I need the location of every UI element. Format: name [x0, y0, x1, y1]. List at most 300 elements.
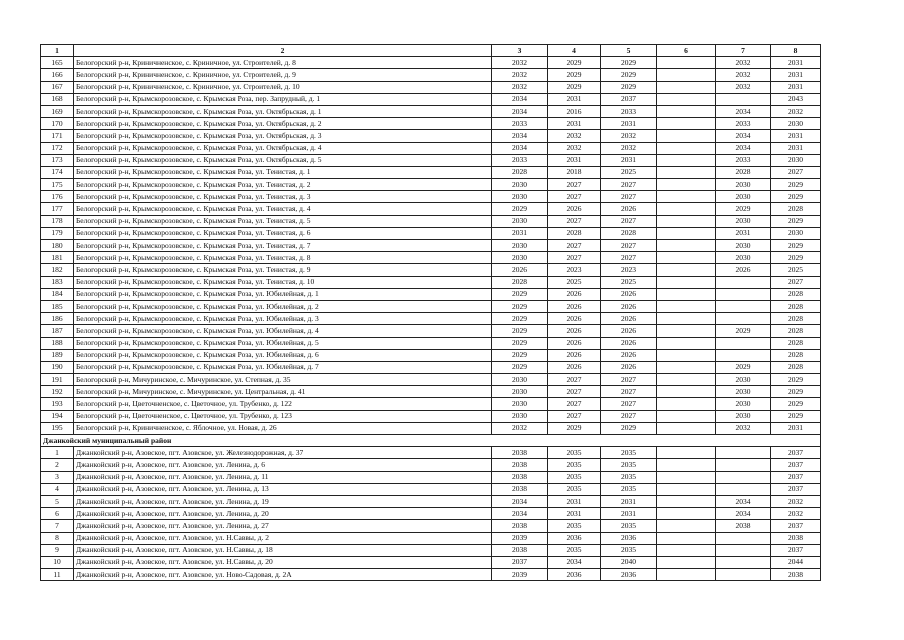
year-cell: 2027 — [548, 398, 601, 410]
year-cell: 2031 — [548, 495, 601, 507]
year-cell: 2029 — [771, 252, 821, 264]
year-cell: 2030 — [492, 179, 548, 191]
year-cell: 2029 — [548, 422, 601, 434]
year-cell — [657, 130, 716, 142]
year-cell: 2037 — [771, 544, 821, 556]
year-cell: 2027 — [601, 410, 657, 422]
header-cell: 5 — [601, 45, 657, 57]
year-cell: 2038 — [492, 459, 548, 471]
year-cell: 2028 — [716, 166, 771, 178]
table-row — [41, 544, 821, 556]
year-cell: 2025 — [601, 166, 657, 178]
year-cell: 2029 — [716, 203, 771, 215]
year-cell: 2027 — [548, 374, 601, 386]
year-cell: 2030 — [492, 215, 548, 227]
year-cell: 2035 — [601, 447, 657, 459]
year-cell: 2032 — [492, 57, 548, 69]
year-cell: 2037 — [771, 447, 821, 459]
row-number-cell: 191 — [41, 374, 74, 386]
table-row — [41, 325, 821, 337]
address-cell: Джанкойский р-н, Азовское, пгт. Азовское, ул. Н.Саввы, д. 18 — [74, 544, 492, 556]
year-cell: 2026 — [601, 288, 657, 300]
row-number-cell: 190 — [41, 361, 74, 373]
year-cell: 2029 — [601, 81, 657, 93]
year-cell: 2026 — [601, 325, 657, 337]
year-cell — [657, 288, 716, 300]
address-cell: Белогорский р-н, Крымскорозовское, с. Крымская Роза, ул. Юбилейная, д. 3 — [74, 313, 492, 325]
year-cell: 2031 — [716, 227, 771, 239]
year-cell: 2035 — [601, 459, 657, 471]
table-row — [41, 179, 821, 191]
year-cell: 2032 — [716, 57, 771, 69]
year-cell: 2034 — [716, 495, 771, 507]
address-cell: Белогорский р-н, Криничненское, с. Яблочное, ул. Новая, д. 26 — [74, 422, 492, 434]
table-row — [41, 508, 821, 520]
year-cell: 2027 — [601, 252, 657, 264]
row-number-cell: 179 — [41, 227, 74, 239]
address-cell: Белогорский р-н, Крымскорозовское, с. Крымская Роза, ул. Октябрьская, д. 3 — [74, 130, 492, 142]
year-cell — [657, 325, 716, 337]
year-cell: 2029 — [548, 69, 601, 81]
year-cell: 2034 — [716, 142, 771, 154]
table-row — [41, 118, 821, 130]
year-cell: 2027 — [601, 374, 657, 386]
row-number-cell: 187 — [41, 325, 74, 337]
year-cell: 2018 — [548, 166, 601, 178]
row-number-cell: 3 — [41, 471, 74, 483]
year-cell: 2030 — [716, 240, 771, 252]
year-cell: 2029 — [771, 386, 821, 398]
table-row — [41, 422, 821, 434]
year-cell: 2031 — [548, 93, 601, 105]
year-cell: 2029 — [492, 361, 548, 373]
year-cell: 2027 — [548, 240, 601, 252]
year-cell — [657, 410, 716, 422]
address-cell: Белогорский р-н, Крымскорозовское, с. Крымская Роза, ул. Тенистая, д. 8 — [74, 252, 492, 264]
year-cell: 2031 — [771, 142, 821, 154]
year-cell: 2038 — [492, 483, 548, 495]
row-number-cell: 183 — [41, 276, 74, 288]
address-cell: Джанкойский р-н, Азовское, пгт. Азовское, ул. Ленина, д. 20 — [74, 508, 492, 520]
year-cell: 2030 — [716, 191, 771, 203]
address-cell: Белогорский р-н, Крымскорозовское, с. Крымская Роза, ул. Юбилейная, д. 4 — [74, 325, 492, 337]
year-cell: 2028 — [771, 361, 821, 373]
year-cell: 2029 — [771, 215, 821, 227]
year-cell — [657, 495, 716, 507]
year-cell: 2027 — [548, 191, 601, 203]
year-cell: 2030 — [771, 118, 821, 130]
year-cell: 2031 — [771, 57, 821, 69]
address-cell: Белогорский р-н, Крымскорозовское, с. Крымская Роза, ул. Октябрьская, д. 1 — [74, 105, 492, 117]
table-row — [41, 483, 821, 495]
year-cell: 2036 — [601, 569, 657, 581]
address-cell: Белогорский р-н, Криничненское, с. Криничное, ул. Строителей, д. 8 — [74, 57, 492, 69]
year-cell: 2030 — [716, 386, 771, 398]
year-cell: 2029 — [492, 300, 548, 312]
year-cell: 2030 — [716, 410, 771, 422]
year-cell: 2026 — [548, 313, 601, 325]
row-number-cell: 168 — [41, 93, 74, 105]
row-number-cell: 177 — [41, 203, 74, 215]
address-cell: Белогорский р-н, Криничненское, с. Криничное, ул. Строителей, д. 9 — [74, 69, 492, 81]
year-cell — [716, 459, 771, 471]
year-cell: 2031 — [548, 118, 601, 130]
year-cell — [657, 276, 716, 288]
year-cell: 2026 — [601, 300, 657, 312]
table-row — [41, 361, 821, 373]
year-cell: 2026 — [601, 349, 657, 361]
table-row — [41, 349, 821, 361]
year-cell: 2029 — [492, 337, 548, 349]
year-cell: 2036 — [601, 532, 657, 544]
year-cell: 2030 — [716, 374, 771, 386]
year-cell: 2031 — [548, 508, 601, 520]
address-cell: Белогорский р-н, Крымскорозовское, с. Крымская Роза, ул. Юбилейная, д. 2 — [74, 300, 492, 312]
table-row — [41, 81, 821, 93]
row-number-cell: 9 — [41, 544, 74, 556]
year-cell — [657, 179, 716, 191]
year-cell — [657, 520, 716, 532]
address-cell: Белогорский р-н, Крымскорозовское, с. Крымская Роза, ул. Тенистая, д. 4 — [74, 203, 492, 215]
row-number-cell: 6 — [41, 508, 74, 520]
address-cell: Джанкойский р-н, Азовское, пгт. Азовское, ул. Железнодорожная, д. 37 — [74, 447, 492, 459]
table-row — [41, 130, 821, 142]
year-cell — [657, 483, 716, 495]
year-cell — [657, 215, 716, 227]
year-cell: 2031 — [601, 118, 657, 130]
year-cell: 2038 — [492, 520, 548, 532]
year-cell: 2034 — [492, 105, 548, 117]
year-cell — [716, 300, 771, 312]
year-cell — [716, 544, 771, 556]
year-cell — [657, 240, 716, 252]
year-cell: 2028 — [771, 313, 821, 325]
year-cell: 2031 — [771, 422, 821, 434]
year-cell: 2026 — [601, 361, 657, 373]
year-cell: 2029 — [548, 81, 601, 93]
address-cell: Белогорский р-н, Крымскорозовское, с. Крымская Роза, ул. Юбилейная, д. 7 — [74, 361, 492, 373]
year-cell: 2030 — [716, 252, 771, 264]
year-cell: 2029 — [771, 374, 821, 386]
year-cell: 2032 — [716, 81, 771, 93]
year-cell: 2029 — [716, 361, 771, 373]
year-cell: 2025 — [548, 276, 601, 288]
year-cell — [657, 361, 716, 373]
year-cell: 2034 — [492, 508, 548, 520]
row-number-cell: 171 — [41, 130, 74, 142]
year-cell — [657, 142, 716, 154]
year-cell: 2029 — [771, 410, 821, 422]
year-cell: 2027 — [601, 215, 657, 227]
address-cell: Белогорский р-н, Крымскорозовское, с. Крымская Роза, ул. Тенистая, д. 9 — [74, 264, 492, 276]
table-row — [41, 203, 821, 215]
year-cell: 2035 — [548, 471, 601, 483]
table-row — [41, 69, 821, 81]
address-cell: Белогорский р-н, Крымскорозовское, с. Крымская Роза, ул. Тенистая, д. 6 — [74, 227, 492, 239]
year-cell: 2028 — [771, 325, 821, 337]
table-row — [41, 252, 821, 264]
table-body-belogorsk — [41, 57, 821, 435]
address-cell: Белогорский р-н, Мичуринское, с. Мичуринское, ул. Центральная, д. 41 — [74, 386, 492, 398]
year-cell: 2032 — [716, 69, 771, 81]
year-cell: 2027 — [771, 166, 821, 178]
year-cell: 2036 — [548, 532, 601, 544]
year-cell: 2039 — [492, 532, 548, 544]
year-cell: 2030 — [716, 398, 771, 410]
table-row — [41, 166, 821, 178]
table-row — [41, 495, 821, 507]
year-cell — [657, 264, 716, 276]
year-cell: 2030 — [492, 240, 548, 252]
year-cell: 2037 — [771, 520, 821, 532]
year-cell: 2035 — [548, 483, 601, 495]
year-cell: 2032 — [716, 422, 771, 434]
header-cell: 2 — [74, 45, 492, 57]
table-row — [41, 240, 821, 252]
section-title: Джанкойский муниципальный район — [41, 435, 821, 447]
year-cell — [657, 471, 716, 483]
table-row — [41, 300, 821, 312]
address-cell: Белогорский р-н, Мичуринское, с. Мичуринское, ул. Степная, д. 35 — [74, 374, 492, 386]
year-cell: 2035 — [548, 544, 601, 556]
year-cell: 2025 — [601, 276, 657, 288]
year-cell: 2038 — [492, 447, 548, 459]
year-cell: 2023 — [601, 264, 657, 276]
year-cell: 2029 — [492, 325, 548, 337]
row-number-cell: 192 — [41, 386, 74, 398]
row-number-cell: 11 — [41, 569, 74, 581]
address-cell: Белогорский р-н, Крымскорозовское, с. Крымская Роза, ул. Тенистая, д. 3 — [74, 191, 492, 203]
address-cell: Белогорский р-н, Крымскорозовское, с. Крымская Роза, пер. Запрудный, д. 1 — [74, 93, 492, 105]
year-cell: 2030 — [492, 386, 548, 398]
year-cell: 2034 — [716, 130, 771, 142]
header-cell: 8 — [771, 45, 821, 57]
year-cell: 2030 — [716, 215, 771, 227]
year-cell: 2033 — [716, 118, 771, 130]
year-cell: 2031 — [492, 227, 548, 239]
year-cell — [657, 337, 716, 349]
year-cell: 2035 — [548, 459, 601, 471]
year-cell: 2030 — [492, 410, 548, 422]
year-cell: 2026 — [601, 313, 657, 325]
row-number-cell: 7 — [41, 520, 74, 532]
address-cell: Белогорский р-н, Крымскорозовское, с. Крымская Роза, ул. Тенистая, д. 1 — [74, 166, 492, 178]
year-cell: 2027 — [601, 179, 657, 191]
year-cell: 2026 — [492, 264, 548, 276]
year-cell: 2032 — [771, 508, 821, 520]
year-cell: 2029 — [771, 191, 821, 203]
year-cell: 2027 — [548, 252, 601, 264]
table-row — [41, 288, 821, 300]
year-cell: 2027 — [548, 410, 601, 422]
row-number-cell: 172 — [41, 142, 74, 154]
row-number-cell: 195 — [41, 422, 74, 434]
year-cell: 2037 — [771, 483, 821, 495]
year-cell: 2016 — [548, 105, 601, 117]
row-number-cell: 2 — [41, 459, 74, 471]
row-number-cell: 170 — [41, 118, 74, 130]
table-row — [41, 398, 821, 410]
year-cell: 2026 — [548, 300, 601, 312]
row-number-cell: 173 — [41, 154, 74, 166]
row-number-cell: 184 — [41, 288, 74, 300]
year-cell: 2033 — [492, 118, 548, 130]
year-cell — [657, 203, 716, 215]
year-cell: 2027 — [548, 215, 601, 227]
row-number-cell: 5 — [41, 495, 74, 507]
year-cell: 2027 — [601, 398, 657, 410]
address-cell: Белогорский р-н, Крымскорозовское, с. Крымская Роза, ул. Октябрьская, д. 4 — [74, 142, 492, 154]
year-cell: 2028 — [771, 349, 821, 361]
year-cell: 2026 — [548, 288, 601, 300]
header-cell: 1 — [41, 45, 74, 57]
address-cell: Джанкойский р-н, Азовское, пгт. Азовское, ул. Ленина, д. 19 — [74, 495, 492, 507]
year-cell: 2034 — [492, 130, 548, 142]
address-cell: Джанкойский р-н, Азовское, пгт. Азовское, ул. Н.Саввы, д. 2 — [74, 532, 492, 544]
year-cell: 2028 — [771, 300, 821, 312]
year-cell — [716, 483, 771, 495]
year-cell: 2035 — [601, 544, 657, 556]
year-cell — [657, 166, 716, 178]
row-number-cell: 166 — [41, 69, 74, 81]
row-number-cell: 176 — [41, 191, 74, 203]
year-cell: 2031 — [601, 154, 657, 166]
address-cell: Джанкойский р-н, Азовское, пгт. Азовское, ул. Н.Саввы, д. 20 — [74, 556, 492, 568]
row-number-cell: 188 — [41, 337, 74, 349]
year-cell — [657, 69, 716, 81]
address-cell: Белогорский р-н, Крымскорозовское, с. Крымская Роза, ул. Юбилейная, д. 6 — [74, 349, 492, 361]
year-cell: 2030 — [492, 191, 548, 203]
address-cell: Белогорский р-н, Крымскорозовское, с. Крымская Роза, ул. Юбилейная, д. 1 — [74, 288, 492, 300]
header-cell: 7 — [716, 45, 771, 57]
year-cell: 2034 — [716, 105, 771, 117]
table-row — [41, 410, 821, 422]
table-row — [41, 386, 821, 398]
row-number-cell: 165 — [41, 57, 74, 69]
year-cell: 2029 — [716, 325, 771, 337]
year-cell: 2026 — [548, 349, 601, 361]
table-row — [41, 447, 821, 459]
year-cell — [657, 300, 716, 312]
table-row — [41, 264, 821, 276]
year-cell: 2030 — [492, 374, 548, 386]
year-cell — [716, 532, 771, 544]
year-cell: 2027 — [771, 276, 821, 288]
year-cell: 2035 — [601, 483, 657, 495]
table-row — [41, 313, 821, 325]
section-row — [41, 435, 821, 447]
address-cell: Белогорский р-н, Крымскорозовское, с. Крымская Роза, ул. Тенистая, д. 10 — [74, 276, 492, 288]
year-cell: 2032 — [601, 130, 657, 142]
year-cell: 2031 — [771, 81, 821, 93]
year-cell: 2027 — [548, 179, 601, 191]
table-row — [41, 154, 821, 166]
address-cell: Белогорский р-н, Крымскорозовское, с. Крымская Роза, ул. Тенистая, д. 5 — [74, 215, 492, 227]
year-cell: 2032 — [492, 81, 548, 93]
row-number-cell: 1 — [41, 447, 74, 459]
address-cell: Белогорский р-н, Крымскорозовское, с. Крымская Роза, ул. Тенистая, д. 7 — [74, 240, 492, 252]
year-cell — [716, 569, 771, 581]
year-cell: 2038 — [771, 569, 821, 581]
year-cell: 2033 — [492, 154, 548, 166]
year-cell: 2037 — [601, 93, 657, 105]
row-number-cell: 194 — [41, 410, 74, 422]
year-cell: 2043 — [771, 93, 821, 105]
year-cell: 2027 — [601, 191, 657, 203]
table-row — [41, 93, 821, 105]
year-cell: 2029 — [771, 240, 821, 252]
year-cell — [716, 447, 771, 459]
year-cell: 2027 — [548, 386, 601, 398]
year-cell: 2028 — [492, 276, 548, 288]
year-cell — [657, 93, 716, 105]
year-cell: 2029 — [492, 203, 548, 215]
year-cell: 2026 — [548, 325, 601, 337]
row-number-cell: 175 — [41, 179, 74, 191]
year-cell: 2025 — [771, 264, 821, 276]
row-number-cell: 186 — [41, 313, 74, 325]
year-cell: 2026 — [548, 203, 601, 215]
year-cell: 2030 — [492, 252, 548, 264]
year-cell — [657, 252, 716, 264]
year-cell: 2032 — [548, 142, 601, 154]
year-cell: 2029 — [771, 179, 821, 191]
row-number-cell: 181 — [41, 252, 74, 264]
year-cell: 2030 — [716, 179, 771, 191]
year-cell: 2029 — [492, 288, 548, 300]
address-cell: Белогорский р-н, Крымскорозовское, с. Крымская Роза, ул. Юбилейная, д. 5 — [74, 337, 492, 349]
year-cell — [716, 556, 771, 568]
year-cell: 2038 — [492, 544, 548, 556]
year-cell — [716, 313, 771, 325]
year-cell: 2027 — [601, 386, 657, 398]
table-row — [41, 227, 821, 239]
year-cell: 2031 — [548, 154, 601, 166]
table-row — [41, 191, 821, 203]
year-cell: 2029 — [601, 57, 657, 69]
year-cell — [657, 508, 716, 520]
table-row — [41, 459, 821, 471]
year-cell: 2028 — [771, 203, 821, 215]
table-row — [41, 471, 821, 483]
year-cell: 2039 — [492, 569, 548, 581]
table-row — [41, 532, 821, 544]
year-cell — [657, 447, 716, 459]
year-cell: 2023 — [548, 264, 601, 276]
table-row — [41, 337, 821, 349]
year-cell — [657, 422, 716, 434]
year-cell: 2034 — [492, 495, 548, 507]
table-row — [41, 142, 821, 154]
year-cell — [657, 374, 716, 386]
year-cell: 2032 — [492, 422, 548, 434]
year-cell: 2040 — [601, 556, 657, 568]
year-cell: 2032 — [771, 105, 821, 117]
year-cell: 2038 — [716, 520, 771, 532]
year-cell: 2037 — [771, 471, 821, 483]
year-cell: 2026 — [548, 337, 601, 349]
year-cell: 2038 — [492, 471, 548, 483]
year-cell: 2033 — [601, 105, 657, 117]
year-cell: 2029 — [601, 69, 657, 81]
year-cell: 2044 — [771, 556, 821, 568]
header-cell: 4 — [548, 45, 601, 57]
year-cell — [657, 154, 716, 166]
table-row — [41, 57, 821, 69]
year-cell: 2028 — [492, 166, 548, 178]
row-number-cell: 174 — [41, 166, 74, 178]
table-row — [41, 374, 821, 386]
